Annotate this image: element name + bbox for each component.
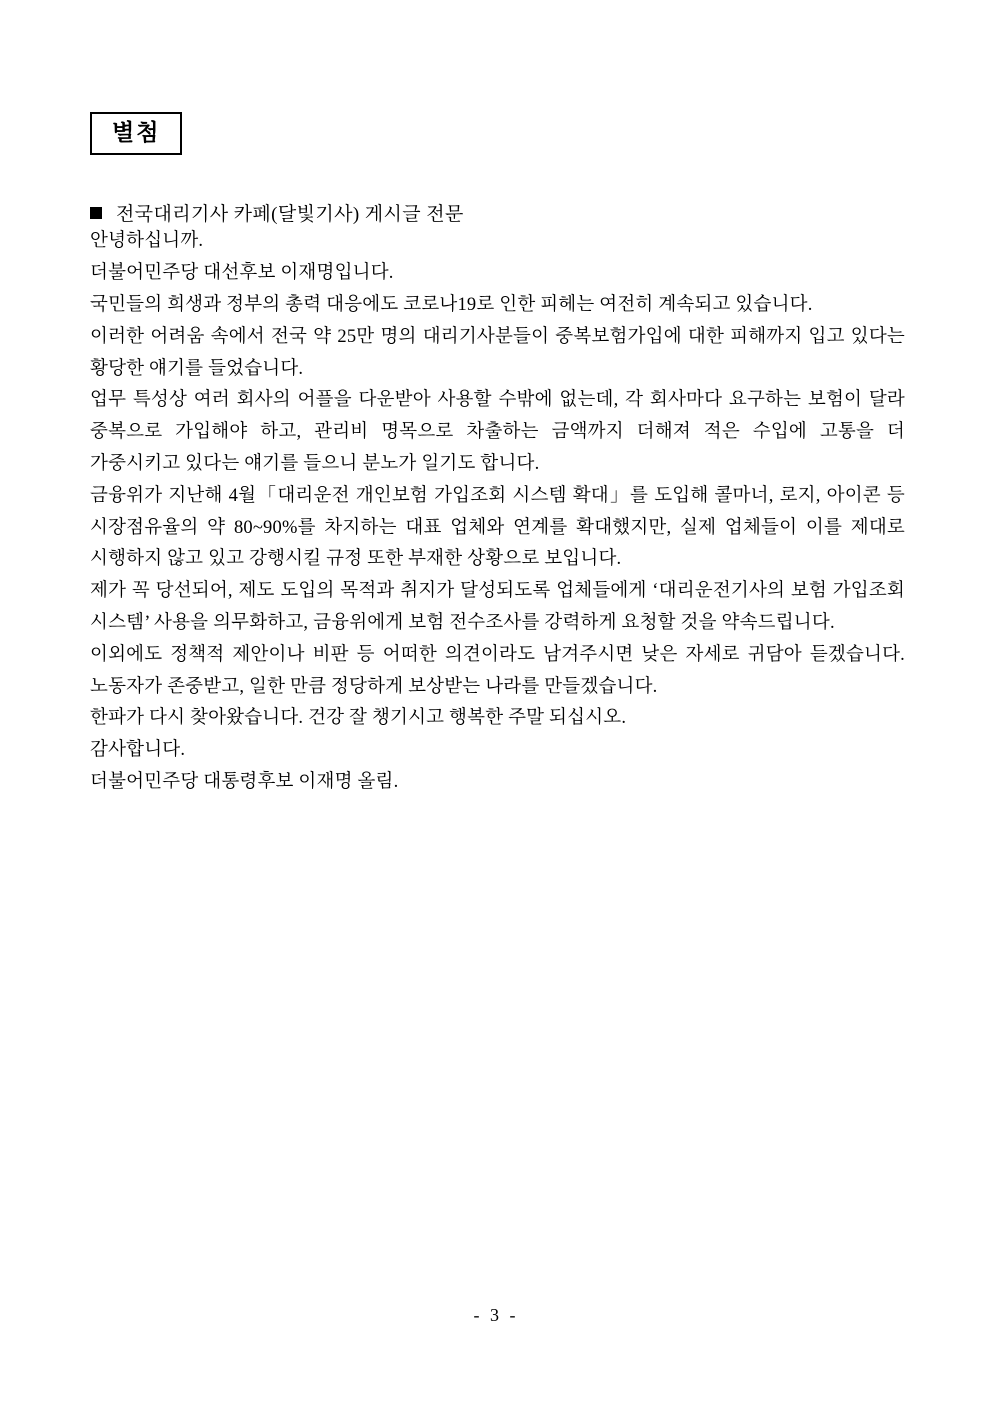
paragraph-multiple-apps: 업무 특성상 여러 회사의 어플을 다운받아 사용할 수밖에 없는데, 각 회사마다 요구하는 보험이 달라 중복으로 가입해야 하고, 관리비 명목으로 차출하는 금액까지 더해져 적은 수입에 고통을 더 가중시키고 있다는 얘기를 들으니 분노가 일기도 합니다. xyxy=(90,390,905,474)
paragraph-pledge: 제가 꼭 당선되어, 제도 도입의 목적과 취지가 달성되도록 업체들에게 ‘대리운전기사의 보험 가입조회 시스템’ 사용을 의무화하고, 금융위에게 보험 전수조사를 강력하게 요청할 것을 약속드립니다. xyxy=(90,581,905,634)
paragraph-duplicate-insurance: 이러한 어려움 속에서 전국 약 25만 명의 대리기사분들이 중복보험가입에 대한 피해까지 입고 있다는 황당한 얘기를 들었습니다. xyxy=(90,326,905,379)
paragraph-self-intro: 더불어민주당 대선후보 이재명입니다. xyxy=(90,263,394,284)
page-number: - 3 - xyxy=(473,1305,519,1325)
paragraph-feedback-welcome: 이외에도 정책적 제안이나 비판 등 어떠한 의견이라도 남겨주시면 낮은 자세로 귀담아 듣겠습니다. 노동자가 존중받고, 일한 만큼 정당하게 보상받는 나라를 만들겠습니다. xyxy=(90,644,905,697)
section-heading xyxy=(90,199,905,226)
paragraph-greeting: 안녕하십니까. xyxy=(90,231,204,252)
section-heading-label: 전국대리기사 카페(달빛기사) 게시글 전문 xyxy=(116,204,464,226)
document-body xyxy=(90,112,905,799)
paragraph-thanks: 감사합니다. xyxy=(90,740,186,761)
paragraph-signature: 더불어민주당 대통령후보 이재명 올림. xyxy=(90,772,399,793)
paragraph-covid-damage: 국민들의 희생과 정부의 총력 대응에도 코로나19로 인한 피헤는 여전히 계속되고 있습니다. xyxy=(90,294,813,315)
paragraph-cold-wave: 한파가 다시 찾아왔습니다. 건강 잘 챙기시고 행복한 주말 되십시오. xyxy=(90,708,627,729)
paragraph-fsc-system: 금융위가 지난해 4월「대리운전 개인보험 가입조회 시스템 확대」를 도입해 콜마너, 로지, 아이콘 등 시장점유율의 약 80~90%를 차지하는 대표 업체와 연계를 확대했지만, 실제 업체들이 이를 제대로 시행하지 않고 있고 강행시킬 규정 또한 부재한 상황으로 보입니다. xyxy=(90,485,905,570)
square-bullet-icon xyxy=(90,207,102,219)
boxed-title: 별첨 xyxy=(90,112,182,155)
